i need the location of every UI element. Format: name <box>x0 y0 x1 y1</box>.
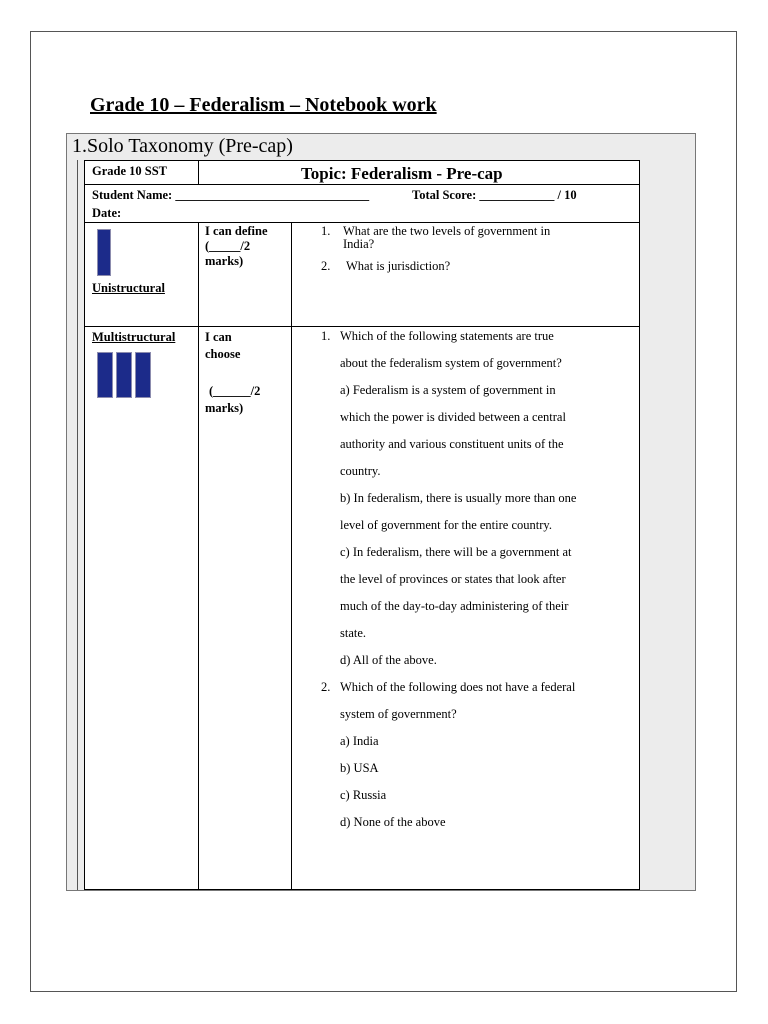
level-multistructural: Multistructural <box>92 330 176 344</box>
question-line: Which of the following does not have a federal <box>340 680 576 694</box>
question-number: 2. <box>321 680 331 694</box>
multistructural-bar-icon <box>116 352 132 398</box>
skill-line: (______/2 <box>209 384 261 398</box>
option-line: much of the day-to-day administering of their <box>340 599 569 613</box>
option-line: the level of provinces or states that look after <box>340 572 566 586</box>
row-line <box>85 222 639 223</box>
date-field: Date: <box>92 206 122 220</box>
question-line: India? <box>343 237 375 251</box>
option-line: a) Federalism is a system of government in <box>340 383 556 397</box>
option-line: c) In federalism, there will be a government at <box>340 545 572 559</box>
skill-line: choose <box>205 347 241 361</box>
section-heading <box>72 135 293 158</box>
option-line: country. <box>340 464 381 478</box>
level-unistructural: Unistructural <box>92 281 165 295</box>
question-number: 1. <box>321 329 331 343</box>
option-line: b) In federalism, there is usually more than one <box>340 491 577 505</box>
question-line: What is jurisdiction? <box>346 259 451 273</box>
option-line: state. <box>340 626 367 640</box>
option-line: authority and various constituent units of the <box>340 437 564 451</box>
skill-line: I can <box>205 330 232 344</box>
grade-label: Grade 10 SST <box>92 164 168 178</box>
column-line <box>198 161 199 184</box>
skill-line: (_____/2 <box>205 239 251 253</box>
frame-divider <box>77 160 78 890</box>
option-line: a) India <box>340 734 379 748</box>
section-number: 1. <box>72 135 87 157</box>
option-line: level of government for the entire country. <box>340 518 552 532</box>
unistructural-bar-icon <box>97 229 111 276</box>
column-line <box>198 222 199 890</box>
skill-line: I can define <box>205 224 268 238</box>
question-line: system of government? <box>340 707 457 721</box>
option-line: d) None of the above <box>340 815 446 829</box>
option-line: c) Russia <box>340 788 387 802</box>
multistructural-bar-icon <box>135 352 151 398</box>
skill-line: marks) <box>205 254 244 268</box>
question-line: What are the two levels of government in <box>343 224 551 238</box>
column-line <box>291 222 292 890</box>
section-heading-text: Solo Taxonomy (Pre-cap) <box>87 135 293 157</box>
student-name-field: Student Name: _______________________________ <box>92 188 370 202</box>
question-number: 1. <box>321 224 331 238</box>
multistructural-bar-icon <box>97 352 113 398</box>
worksheet-table <box>84 160 640 890</box>
question-number: 2. <box>321 259 331 273</box>
question-line: Which of the following statements are true <box>340 329 554 343</box>
row-line <box>85 184 639 185</box>
total-score-field: Total Score: ____________ / 10 <box>412 188 577 202</box>
option-line: d) All of the above. <box>340 653 437 667</box>
topic-heading: Topic: Federalism - Pre-cap <box>301 164 503 183</box>
row-line <box>85 326 639 327</box>
skill-line: marks) <box>205 401 244 415</box>
document-title: Grade 10 – Federalism – Notebook work <box>90 94 437 116</box>
option-line: b) USA <box>340 761 379 775</box>
question-line: about the federalism system of government? <box>340 356 562 370</box>
option-line: which the power is divided between a central <box>340 410 566 424</box>
